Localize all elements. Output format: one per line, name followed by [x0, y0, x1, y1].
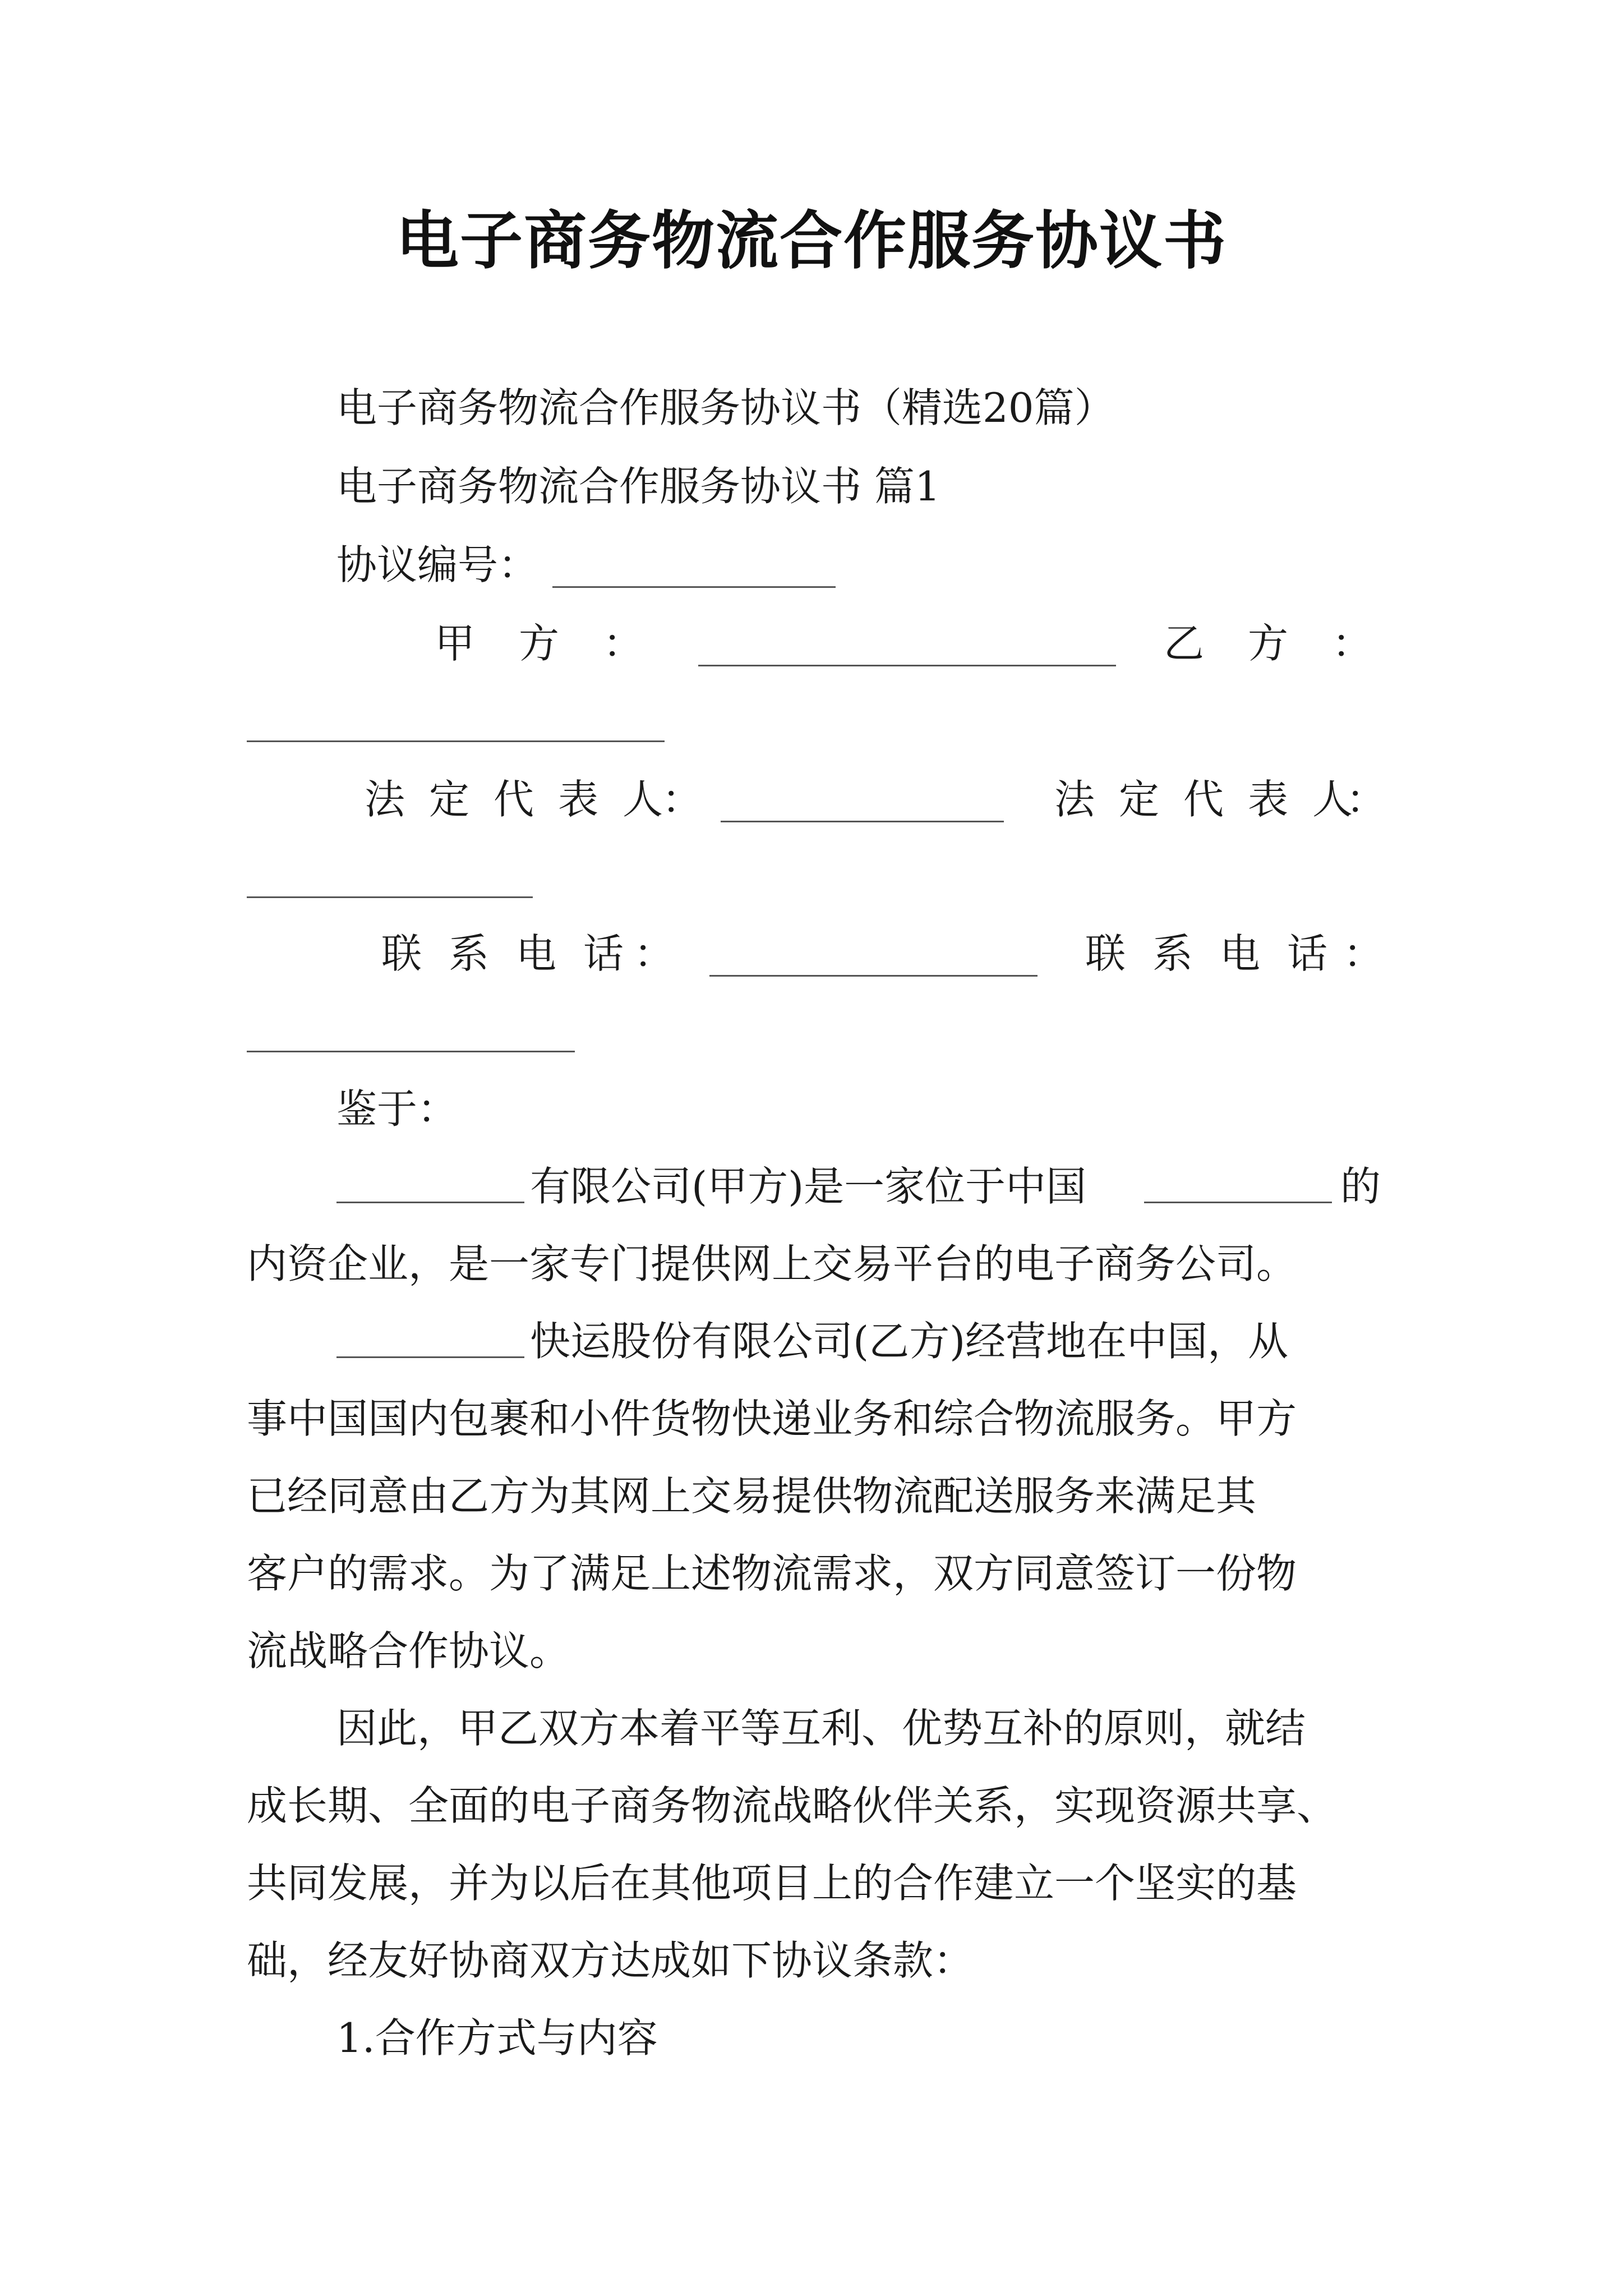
phone-a-label-char: 联 [381, 930, 422, 977]
clause-heading: 1.合作方式与内容 [336, 2014, 658, 2062]
legal-rep-b-blank [247, 896, 533, 898]
legal-rep-b-label-char: 代 [1183, 776, 1224, 823]
legal-rep-b-label-char: 定 [1119, 776, 1160, 823]
phone-a-label-char: 电 [516, 930, 557, 977]
whereas-label: 鉴于： [336, 1085, 458, 1133]
para2-line: 流战略合作协议。 [247, 1627, 570, 1674]
company-b-name-blank [336, 1356, 524, 1358]
party-a-label-char: 方 [519, 620, 560, 667]
para2-line: 客户的需求。为了满足上述物流需求，双方同意签订一份物 [247, 1550, 1297, 1597]
phone-b-blank [247, 1051, 575, 1052]
legal-rep-a-blank [721, 821, 1004, 822]
document-subtitle: 电子商务物流合作服务协议书（精选20篇） [336, 384, 1115, 431]
para3-line: 础，经友好协商双方达成如下协议条款： [247, 1937, 974, 1984]
document-title: 电子商务物流合作服务协议书 [396, 205, 1227, 278]
legal-rep-a-label-char: 法 [365, 776, 405, 823]
legal-rep-a-label-char: 代 [494, 776, 534, 823]
legal-rep-b-label-char: ： [1346, 776, 1387, 823]
para2-line: 事中国国内包裹和小件货物快递业务和综合物流服务。甲方 [247, 1395, 1297, 1442]
phone-b-label-char: 电 [1220, 930, 1261, 977]
phone-a-label-char: 系 [449, 930, 490, 977]
legal-rep-b-label-char: 表 [1248, 776, 1289, 823]
para2-line: 已经同意由乙方为其网上交易提供物流配送服务来满足其 [247, 1473, 1257, 1520]
legal-rep-b-label-char: 人 [1312, 776, 1353, 823]
para1-text: 的 [1340, 1163, 1381, 1210]
company-a-name-blank [336, 1202, 524, 1203]
party-b-blank [247, 740, 665, 742]
phone-b-label-char: 联 [1085, 930, 1126, 977]
phone-a-label-char: ： [634, 930, 675, 977]
phone-b-label-char: 话 [1287, 930, 1328, 977]
agreement-no-label: 协议编号： [336, 541, 539, 588]
party-a-label-char: 甲 [435, 620, 476, 667]
para3-line: 因此，甲乙双方本着平等互利、优势互补的原则，就结 [336, 1705, 1306, 1752]
legal-rep-a-label-char: 定 [429, 776, 470, 823]
para1-text: 有限公司(甲方)是一家位于中国 [530, 1163, 1087, 1210]
party-b-label-char: 方 [1248, 620, 1289, 667]
party-b-label-char: ： [1332, 620, 1373, 667]
legal-rep-a-label-char: 表 [558, 776, 599, 823]
legal-rep-a-label-char: ： [662, 776, 703, 823]
phone-a-blank [709, 975, 1038, 977]
para2-text: 快运股份有限公司(乙方)经营地在中国，从 [530, 1318, 1289, 1365]
company-a-location-blank [1144, 1202, 1332, 1203]
legal-rep-b-label-char: 法 [1054, 776, 1095, 823]
phone-b-label-char: 系 [1152, 930, 1193, 977]
party-a-blank [698, 665, 1116, 666]
agreement-no-blank [552, 586, 836, 588]
phone-b-label-char: ： [1343, 930, 1384, 977]
para3-line: 成长期、全面的电子商务物流战略伙伴关系，实现资源共享、 [247, 1782, 1338, 1829]
para1-line: 内资企业，是一家专门提供网上交易平台的电子商务公司。 [247, 1240, 1297, 1287]
section-heading: 电子商务物流合作服务协议书 篇1 [336, 463, 940, 510]
para3-line: 共同发展，并为以后在其他项目上的合作建立一个坚实的基 [247, 1860, 1297, 1907]
phone-a-label-char: 话 [583, 930, 624, 977]
legal-rep-a-label-char: 人 [623, 776, 663, 823]
party-b-label-char: 乙 [1164, 620, 1205, 667]
party-a-label-char: ： [603, 620, 644, 667]
